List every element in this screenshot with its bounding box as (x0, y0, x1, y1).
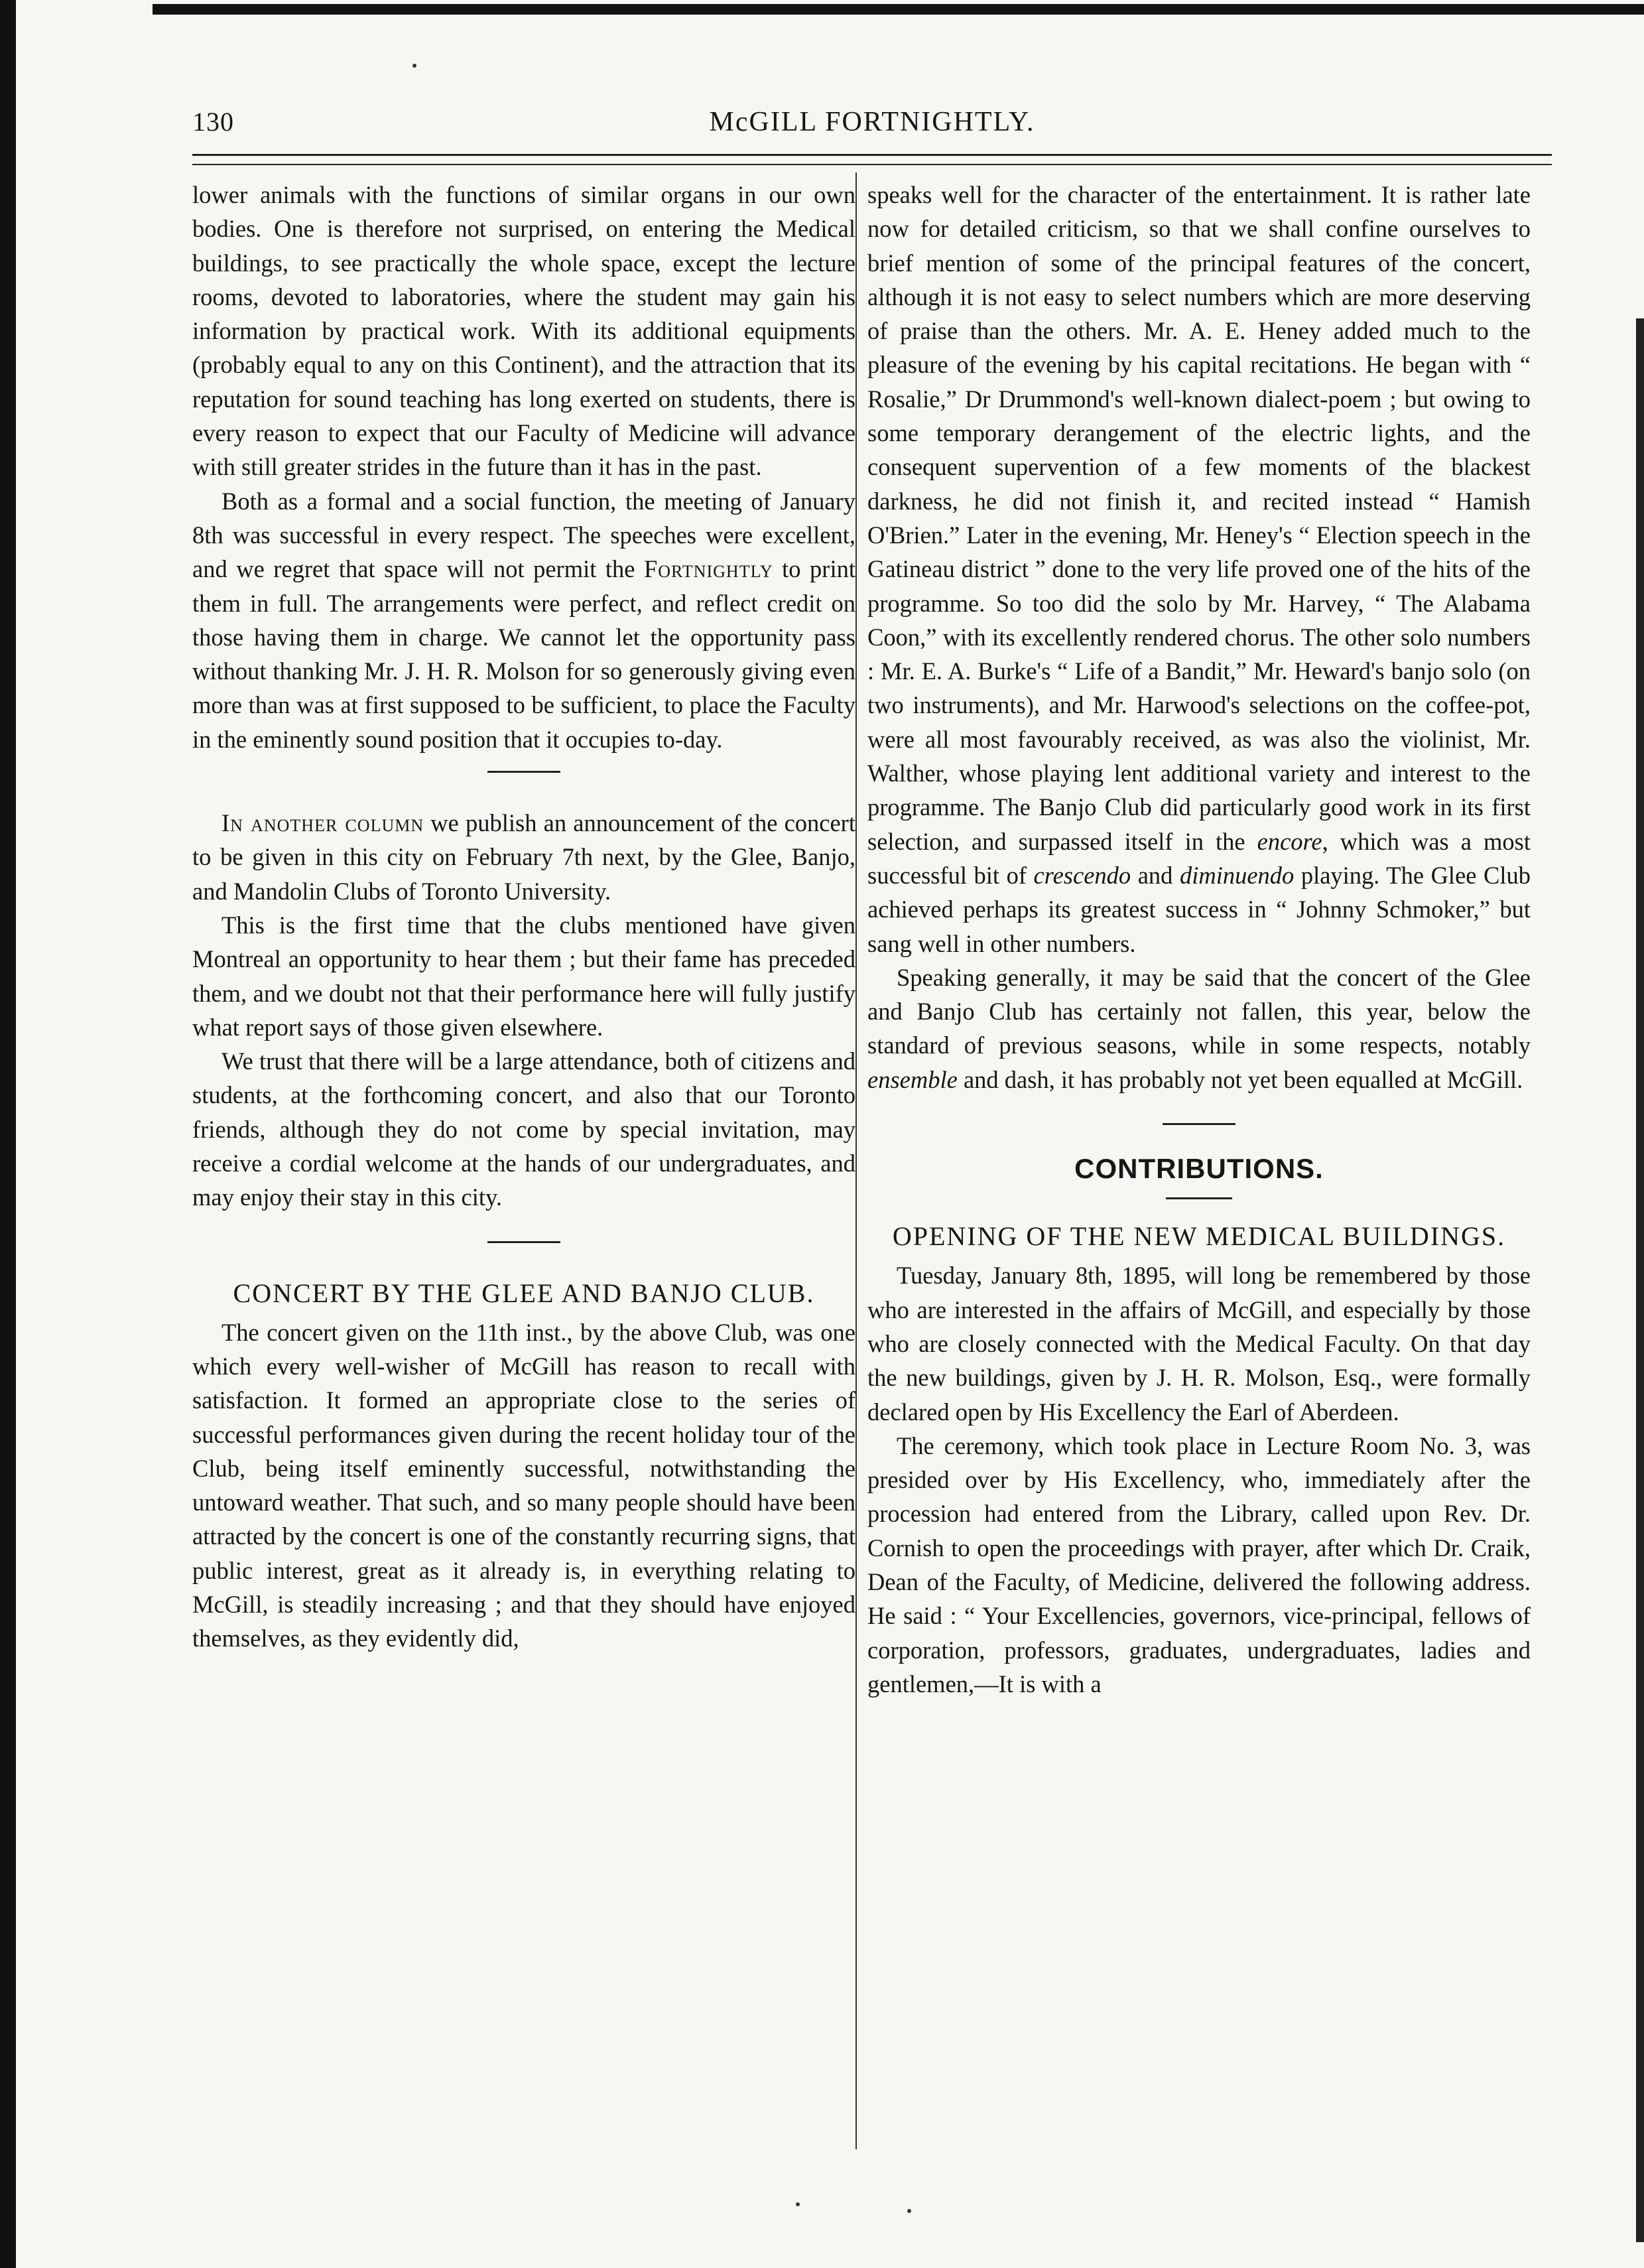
paragraph: This is the first time that the clubs mentioned have given Montreal an opportunity to hear them ; but their fame has preceded them, and we doubt not that their performance here will fully justify what report says of those given elsewhere. (192, 911, 855, 1041)
page-number: 130 (192, 107, 234, 137)
scan-edge-right (1636, 318, 1644, 2242)
paragraph: The concert given on the 11th inst., by the above Club, was one which every well-wisher of McGill has reason to recall with satisfaction. It formed an appropriate close to the series of successful performances given during the recent holiday tour of the Club, being itself eminently successful, notwithstanding the untoward weather. That such, and so many people should have been attracted by the concert is one of the constantly recurring signs, that public interest, great as it already is, in everything relating to McGill, is steadily increasing ; and that they should have enjoyed themselves, as they evidently did, (192, 1318, 855, 1652)
paragraph: The ceremony, which took place in Lecture Room No. 3, was presided over by His Excellency, who, immediately after the procession had entered from the Library, called upon Rev. Dr. Cornish to open the proceedings with prayer, after which Dr. Craik, Dean of the Faculty, of Medicine, delivered the following address. He said : “ Your Excellencies, governors, vice-principal, fellows of corporation, professors, graduates, undergraduates, ladies and gentlemen,—It is with a (867, 1432, 1531, 1698)
concert-heading: CONCERT BY THE GLEE AND BANJO CLUB. (233, 1278, 815, 1308)
contributions-heading: CONTRIBUTIONS. (1074, 1153, 1324, 1185)
running-title: McGILL FORTNIGHTLY. (709, 107, 1035, 137)
scan-edge-top (153, 4, 1644, 15)
paragraph: We trust that there will be a large attendance, both of citizens and students, at the forthcoming concert, and also that our Toronto friends, although they do not come by special invitation, may receive a cordial welcome at the hands of our undergraduates, and may enjoy their stay in this city. (192, 1047, 855, 1211)
opening-heading: OPENING OF THE NEW MEDICAL BUILDINGS. (892, 1221, 1506, 1252)
left-column (192, 178, 855, 1656)
section-rule (487, 1241, 560, 1243)
paragraph: speaks well for the character of the entertainment. It is rather late now for detailed criticism, so that we shall confine ourselves to brief mention of some of the principal features of the concert, although it is not easy to select numbers which are more deserving of praise than the others. Mr. A. E. Heney added much to the pleasure of the evening by his capital recitations. He began with “ Rosalie,” Dr Drummond's well-known dialect-poem ; but owing to some temporary derangement of the electric lights, and the consequent supervention of a few moments of the blackest darkness, he did not finish it, and recited instead “ Hamish O'Brien.” Later in the evening, Mr. Heney's “ Election speech in the Gatineau district ” done to the very life proved one of the hits of the programme. So too did the solo by Mr. Harvey, “ The Alabama Coon,” with its excellently rendered chorus. The other solo numbers : Mr. E. A. Burke's “ Life of a Bandit,” Mr. Heward's banjo solo (on two instruments), and Mr. Harwood's selections on the coffee-pot, were all most favourably received, as was also the violinist, Mr. Walther, whose playing lent additional variety and interest to the programme. The Banjo Club did particularly good work in its first selection, and surpassed itself in the encore, which was a most successful bit of crescendo and diminuendo playing. The Glee Club achieved perhaps its greatest success in “ Johnny Schmoker,” but sang well in other numbers. (867, 181, 1531, 957)
paragraph: Speaking generally, it may be said that the concert of the Glee and Banjo Club has certainly not fallen, this year, below the standard of previous seasons, while in some respects, notably ensemble and dash, it has probably not yet been equalled at McGill. (867, 963, 1531, 1093)
paragraph: Both as a formal and a social function, the meeting of January 8th was successful in every respect. The speeches were excellent, and we regret that space will not permit the Fortnightly to print them in full. The arrangements were perfect, and reflect credit on those having them in charge. We cannot let the opportunity pass without thanking Mr. J. H. R. Molson for so generously giving even more than was at first supposed to be sufficient, to place the Faculty in the eminently sound position that it occupies to-day. (192, 487, 855, 753)
paragraph: In another column we publish an announcement of the concert to be given in this city on February 7th next, by the Glee, Banjo, and Mandolin Clubs of Toronto University. (192, 809, 855, 905)
scan-speck (412, 64, 416, 68)
column-divider (855, 172, 857, 2149)
scan-speck (796, 2202, 800, 2206)
scan-edge-left (0, 0, 16, 2268)
paragraph: lower animals with the functions of similar organs in our own bodies. One is therefore not surprised, on entering the Medical buildings, to see practically the whole space, except the lecture rooms, devoted to laboratories, where the student may gain his information by practical work. With its additional equipments (probably equal to any on this Continent), and the attraction that its reputation for sound teaching has long exerted on students, there is every reason to expect that our Faculty of Medicine will advance with still greater strides in the future than it has in the past. (192, 181, 855, 481)
right-column (867, 178, 1531, 1701)
header-rule (192, 154, 1552, 165)
paragraph: Tuesday, January 8th, 1895, will long be remembered by those who are interested in the affairs of McGill, and especially by those who are closely connected with the Medical Faculty. On that day the new buildings, given by J. H. R. Molson, Esq., were formally declared open by His Excellency the Earl of Aberdeen. (867, 1262, 1531, 1426)
lead-in: In another column (221, 809, 424, 837)
section-rule (1163, 1123, 1235, 1125)
scan-speck (907, 2209, 911, 2213)
page-header (192, 106, 1552, 146)
section-rule (487, 771, 560, 773)
section-rule (1166, 1197, 1232, 1199)
publication-name: Fortnightly (643, 555, 773, 583)
